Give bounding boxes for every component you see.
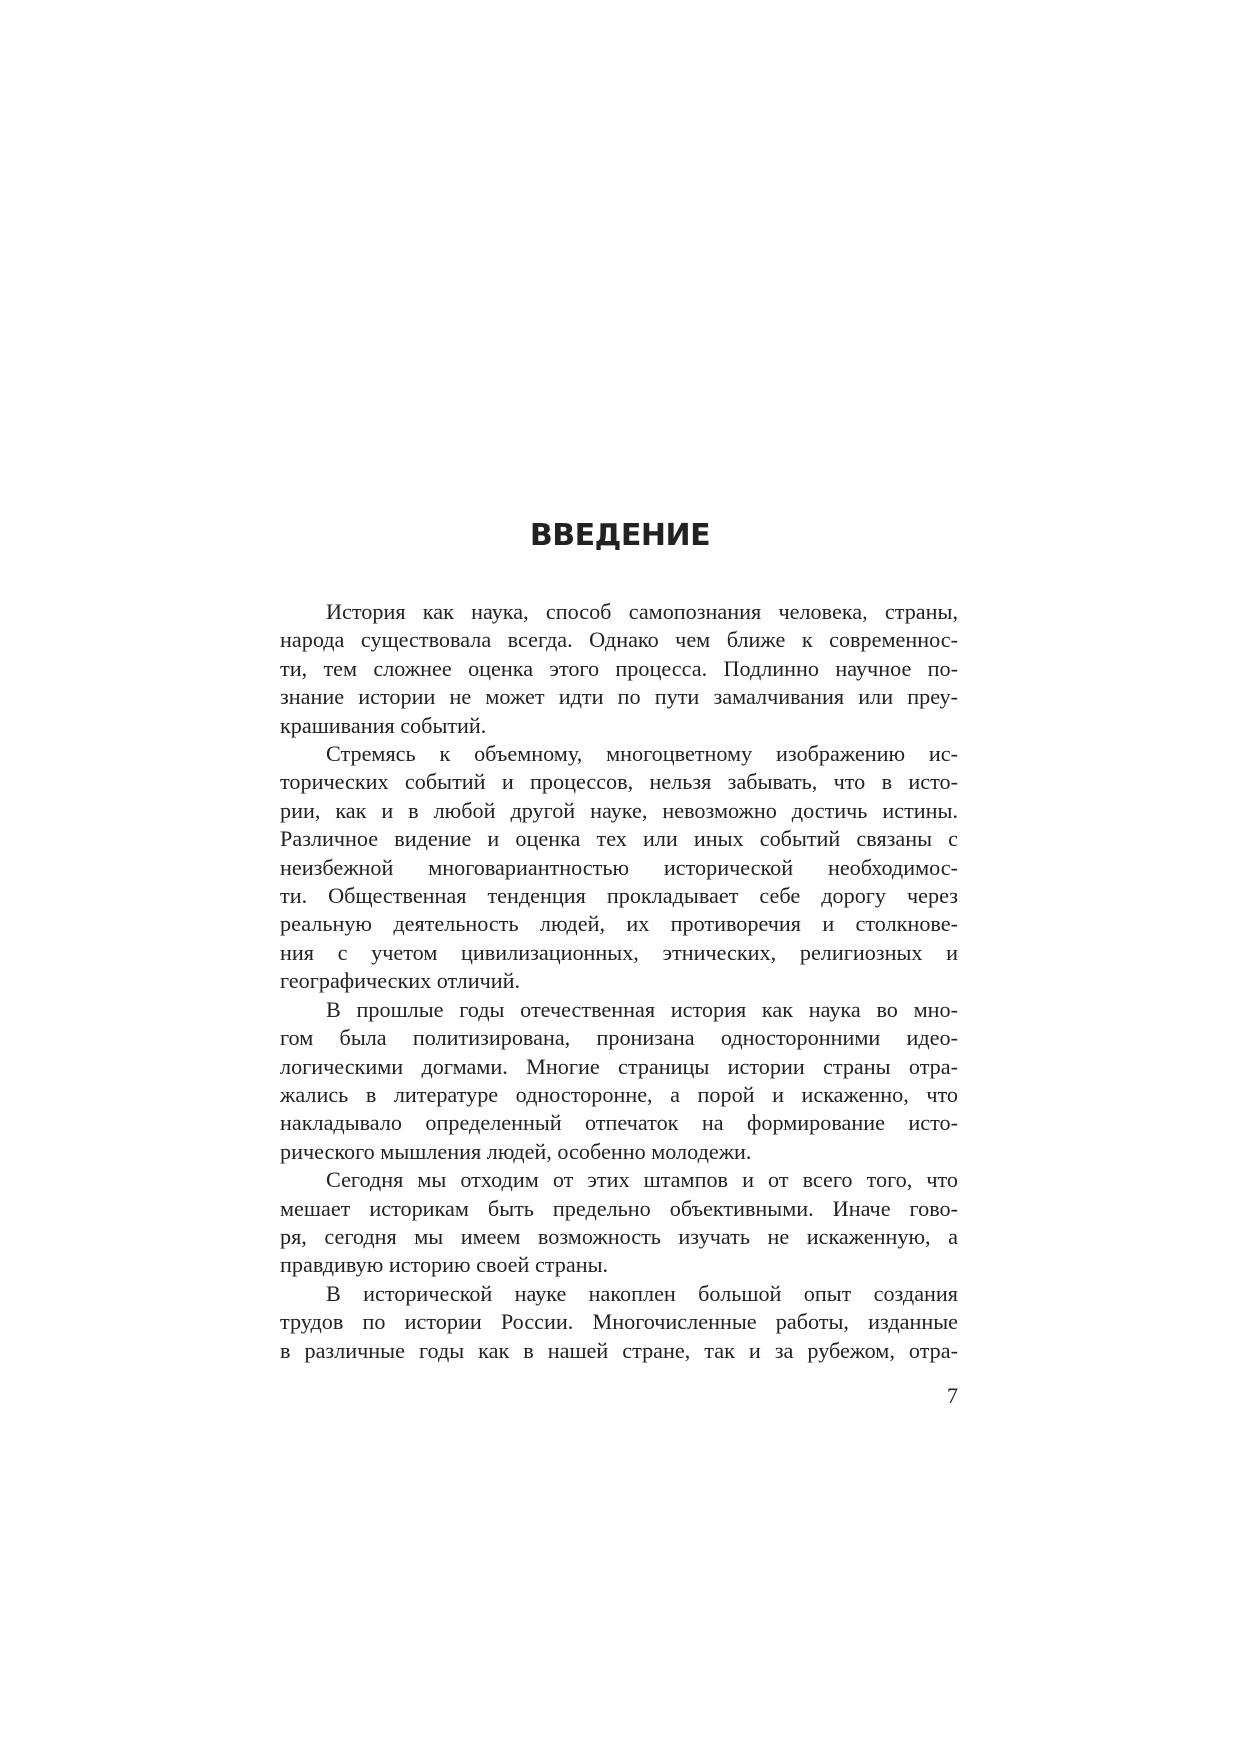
text-line: правдивую историю своей страны. <box>280 1252 609 1278</box>
text-line: История как наука, способ самопознания человека, страны, <box>326 599 958 624</box>
text-line: крашивания событий. <box>280 712 487 738</box>
text-line: Стремясь к объемному, многоцветному изображению ис- <box>326 741 958 767</box>
text-line: логическими догмами. Многие страницы истории страны отра- <box>280 1053 958 1079</box>
text-line: неизбежной многовариантностью исторической необходимос- <box>280 854 958 880</box>
text-line: рии, как и в любой другой науке, невозможно достичь истины. <box>280 797 958 823</box>
text-line: ря, сегодня мы имеем возможность изучать не искаженную, а <box>280 1223 958 1249</box>
chapter-heading: ВВЕДЕНИЕ <box>529 518 711 553</box>
text-line: жались в литературе односторонне, а порой и искаженно, что <box>280 1081 958 1107</box>
text-line: накладывало определенный отпечаток на формирование исто- <box>280 1110 958 1136</box>
text-line: народа существовала всегда. Однако чем ближе к современнос- <box>280 627 958 653</box>
paragraph-5 <box>280 1280 958 1365</box>
text-line: знание истории не может идти по пути замалчивания или преу- <box>280 684 958 710</box>
text-line: Сегодня мы отходим от этих штампов и от всего того, что <box>326 1167 958 1193</box>
paragraph-1 <box>280 598 958 740</box>
text-line: гом была политизирована, пронизана односторонними идео- <box>280 1025 958 1051</box>
text-line: ти. Общественная тенденция прокладывает себе дорогу через <box>280 883 958 909</box>
text-line: В исторической науке накоплен большой опыт создания <box>326 1280 958 1306</box>
text-line: ти, тем сложнее оценка этого процесса. Подлинно научное по- <box>280 655 958 681</box>
text-line: торических событий и процессов, нельзя забывать, что в исто- <box>280 769 958 795</box>
body-text <box>280 598 958 1365</box>
text-line: В прошлые годы отечественная история как наука во мно- <box>326 996 958 1022</box>
paragraph-3 <box>280 996 958 1166</box>
text-line: мешает историкам быть предельно объективными. Иначе гово- <box>280 1195 958 1221</box>
text-line: рического мышления людей, особенно молодежи. <box>280 1138 752 1164</box>
text-line: Различное видение и оценка тех или иных событий связаны с <box>280 826 958 852</box>
paragraph-4 <box>280 1166 958 1280</box>
text-line: географических отличий. <box>280 968 521 994</box>
page-number: 7 <box>947 1383 958 1408</box>
text-line: реальную деятельность людей, их противоречия и столкнове- <box>280 911 958 937</box>
text-line: трудов по истории России. Многочисленные работы, изданные <box>280 1309 958 1335</box>
paragraph-2 <box>280 740 958 996</box>
text-line: ния с учетом цивилизационных, этнических, религиозных и <box>280 939 958 965</box>
text-line: в различные годы как в нашей стране, так и за рубежом, отра- <box>280 1337 958 1363</box>
